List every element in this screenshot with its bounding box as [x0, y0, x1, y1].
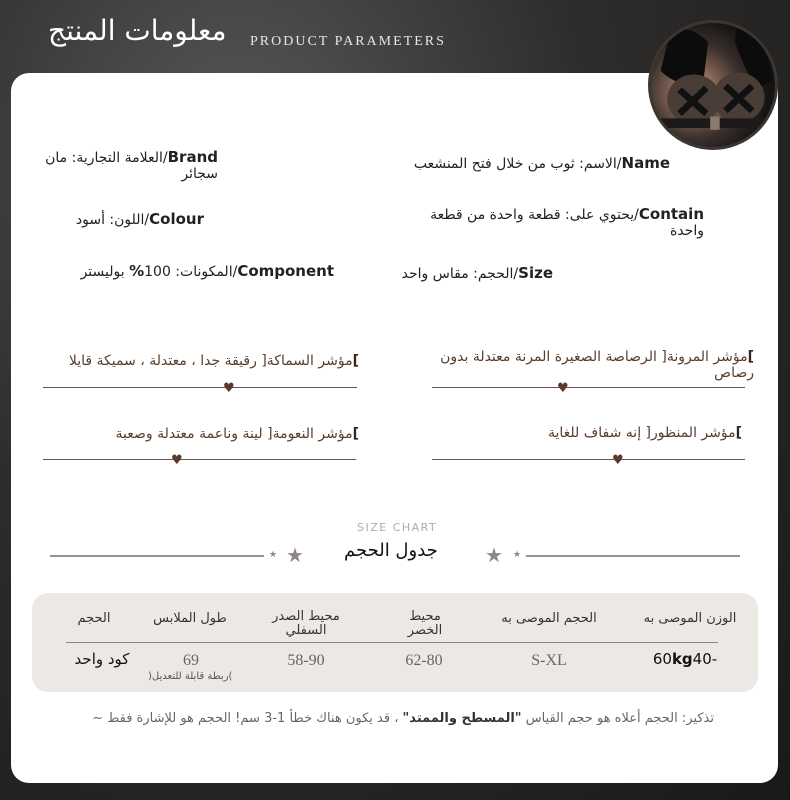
footnote-part-c: ، قد يكون هناك خطأ 1-3 سم! الحجم هو للإشارة فقط ~: [92, 711, 403, 726]
cell-recommended-size: S-XL: [531, 652, 567, 669]
size-chart-title-ar: جدول الحجم: [344, 540, 438, 561]
param-component-label: Component: [237, 262, 334, 280]
param-name-label: Name: [621, 154, 670, 172]
cell-length-note: )ربطة قابلة للتعديل(: [148, 671, 233, 682]
param-brand: [30, 149, 218, 182]
param-contain: [404, 206, 704, 239]
meter-perspective: [432, 425, 742, 441]
meter-softness-marker-heart-icon[interactable]: ♥: [171, 453, 183, 468]
cell-length: 69: [183, 652, 199, 669]
param-component-value: /المكونات: 100: [144, 264, 238, 280]
cell-weight-suffix: 60: [652, 650, 672, 668]
param-contain-label: Contain: [638, 205, 704, 223]
param-colour-label: Colour: [149, 210, 204, 228]
meter-thickness-line: [43, 387, 357, 388]
divider-right: [526, 555, 740, 557]
header-recommended-size: الحجم الموصى به: [501, 611, 597, 626]
param-component: [30, 263, 334, 280]
cell-size: كود واحد: [74, 650, 130, 668]
header-length: طول الملابس: [153, 611, 227, 626]
param-colour-value: /اللون: أسود: [75, 212, 150, 228]
header-waist: محيط الخصر: [407, 609, 443, 638]
meter-elasticity-bracket: ]: [747, 349, 754, 365]
cell-weight: [640, 650, 730, 668]
meter-thickness-marker-heart-icon[interactable]: ♥: [223, 381, 235, 396]
dot-right-icon: ★: [513, 550, 522, 560]
meter-perspective-marker-heart-icon[interactable]: ♥: [612, 453, 624, 468]
param-name-value: /الاسم: ثوب من خلال فتح المنشعب: [413, 156, 622, 172]
size-reminder-note: [82, 708, 714, 730]
meter-softness-line: [43, 459, 356, 460]
meter-thickness-text: مؤشر السماكة[ رقيقة جدا ، معتدلة ، سميكة قايلا: [68, 353, 353, 369]
meter-softness-text: مؤشر النعومة[ لينة وناعمة معتدلة وصعبة: [115, 426, 353, 442]
cell-weight-prefix: 40-: [692, 650, 718, 668]
param-component-pct: %: [129, 262, 145, 280]
meter-softness-bracket: ]: [352, 426, 359, 442]
footnote-part-a: تذكير: الحجم أعلاه هو حجم القياس: [521, 711, 714, 726]
meter-elasticity-line: [432, 387, 745, 388]
meter-perspective-line: [432, 459, 745, 460]
star-left-icon: ★: [286, 543, 304, 567]
meter-perspective-bracket: ]: [735, 425, 742, 441]
cell-weight-unit: kg: [671, 650, 693, 668]
cell-bust: 58-90: [287, 652, 325, 669]
meter-perspective-text: مؤشر المنظور[ إنه شفاف للغاية: [547, 425, 736, 441]
param-brand-value: /العلامة التجارية: مان سجائر: [45, 150, 218, 182]
meter-softness: [43, 426, 359, 442]
page-title: معلومات المنتج: [48, 14, 227, 47]
product-photo[interactable]: [648, 20, 778, 150]
param-size: [393, 265, 553, 282]
divider-left: [50, 555, 264, 557]
table-divider: [66, 642, 718, 643]
meter-thickness: [43, 353, 359, 369]
product-photo-graphic: [651, 23, 775, 147]
param-size-value: /الحجم: مقاس واحد: [401, 266, 519, 282]
meter-elasticity-marker-heart-icon[interactable]: ♥: [557, 381, 569, 396]
meter-elasticity-text: مؤشر المرونة[ الرصاصة الصغيرة المرنة معتدلة بدون رصاص: [440, 349, 754, 381]
size-chart-title-en: SIZE CHART: [357, 521, 438, 534]
meter-elasticity: [432, 349, 754, 381]
header-weight: الوزن الموصى به: [643, 611, 737, 626]
param-size-label: Size: [518, 264, 553, 282]
header-bust: محيط الصدر السفلي: [272, 609, 340, 638]
star-right-icon: ★: [485, 543, 503, 567]
footnote-part-b: "المسطح والممتد": [402, 711, 522, 726]
param-contain-value: /يحتوي على: قطعة واحدة من قطعة واحدة: [430, 207, 704, 239]
dot-left-icon: ★: [269, 550, 278, 560]
page-subtitle: PRODUCT PARAMETERS: [250, 34, 446, 49]
param-colour: [30, 211, 204, 228]
header-size: الحجم: [77, 611, 111, 626]
cell-waist: 62-80: [405, 652, 443, 669]
param-brand-label: Brand: [167, 148, 218, 166]
meter-thickness-bracket: ]: [352, 353, 359, 369]
param-name: [410, 155, 670, 172]
param-component-material: بوليستر: [80, 264, 125, 280]
